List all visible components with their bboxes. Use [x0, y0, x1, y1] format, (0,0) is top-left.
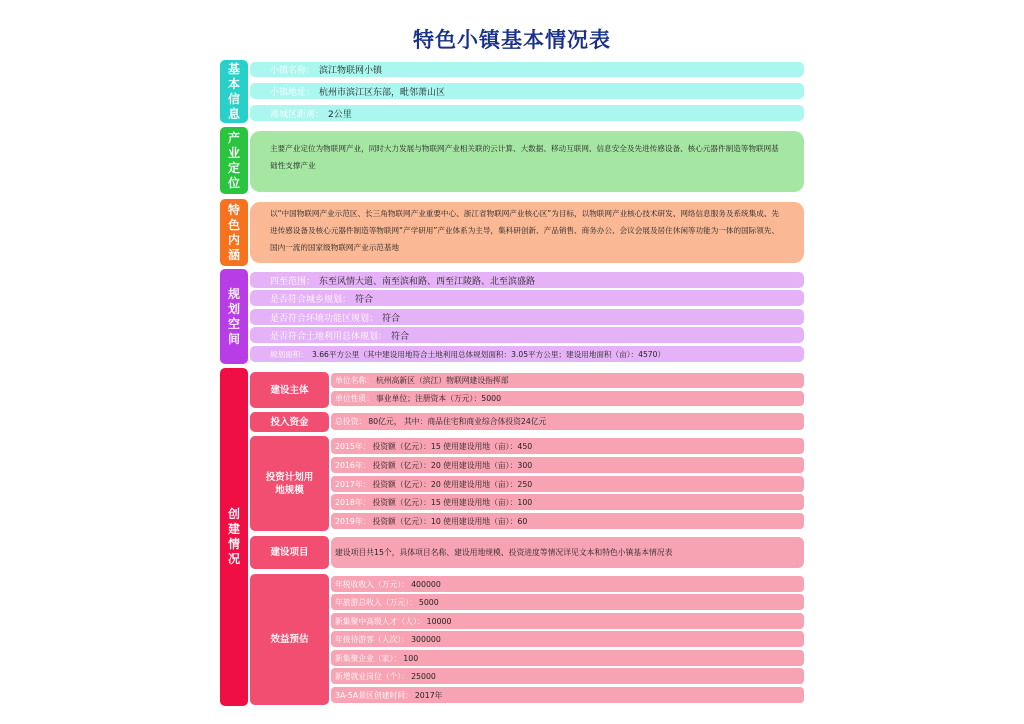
plan-row-2016 — [331, 457, 804, 473]
plan-row-2019-label: 2019年： — [335, 516, 371, 526]
plan-row-2016-label: 2016年： — [335, 460, 371, 470]
basic-row-address-label: 小镇地址： — [270, 87, 316, 98]
sub-projects — [250, 536, 329, 569]
plan-row-2015-value: 投资额（亿元）：15 使用建设用地（亩）：450 — [372, 441, 533, 451]
benefit-row-tax-value: 400000 — [411, 579, 441, 589]
planning-row-boundary-label: 四至范围： — [270, 276, 316, 287]
tab-planning-label: 规划空间 — [227, 286, 240, 346]
page-title: 特色小镇基本情况表 — [413, 28, 611, 52]
tab-planning — [220, 269, 248, 364]
tab-creation — [220, 368, 248, 706]
benefit-row-scenic-value: 2017年 — [414, 690, 443, 700]
benefit-row-tourism-label: 年旅游总收入（万元）： — [335, 597, 417, 607]
planning-row-boundary-value: 东至风情大道、南至滨和路、西至江陵路、北至滨盛路 — [319, 276, 536, 287]
sub-benefit-label: 效益预估 — [270, 634, 309, 645]
tab-industry-position — [220, 127, 248, 194]
benefit-row-talent-value: 10000 — [426, 616, 452, 626]
benefit-row-tax — [331, 576, 804, 592]
plan-row-2016-value: 投资额（亿元）：20 使用建设用地（亩）：300 — [372, 460, 533, 470]
projects-text-value: 建设项目共15个，具体项目名称、建设用地规模、投资进度等情况详见文本和特色小镇基本情况表 — [335, 548, 673, 557]
feature-text: 以“中国物联网产业示范区、长三角物联网产业重要中心、浙江省物联网产业核心区”为目标，以物联网产业核心技术研发、网络信息服务及系统集成、先进传感设备及核心元器件制造等物联网“产学研用”产业体系为主导，集科研创新、产品销售、商务办公、会议会展及居住休闲等功能为一体的国际领先、国内一流的国家级物联网产业示范基地 — [250, 202, 804, 263]
planning-row-env-label: 是否符合环境功能区规划： — [270, 313, 379, 324]
investment-row-total-label: 总投资： — [335, 417, 367, 426]
plan-row-2015-label: 2015年： — [335, 441, 371, 451]
builder-row-nature — [331, 391, 804, 406]
builder-row-unit-value: 杭州高新区（滨江）物联网建设指挥部 — [375, 376, 509, 385]
basic-row-address — [250, 83, 804, 99]
basic-row-name-value: 滨江物联网小镇 — [319, 66, 383, 76]
benefit-row-tourism-value: 5000 — [418, 597, 439, 607]
planning-row-land — [250, 327, 804, 343]
benefit-row-jobs-value: 25000 — [411, 671, 436, 681]
industry-text: 主要产业定位为物联网产业，同时大力发展与物联网产业相关联的云计算、大数据、移动互联网、信息安全及先进传感设备、核心元器件制造等物联网基础性支撑产业 — [250, 131, 804, 192]
plan-row-2015 — [331, 438, 804, 454]
sub-builder-label: 建设主体 — [270, 384, 309, 396]
basic-row-distance-label: 离城区距离： — [270, 109, 325, 120]
benefit-row-jobs — [331, 668, 804, 684]
tab-creation-label: 创建情况 — [227, 507, 240, 566]
planning-row-area-value: 3.66平方公里（其中建设用地符合土地利用总体规划面积：3.05平方公里；建设用地面积（亩）：4570） — [311, 349, 666, 359]
plan-row-2018-label: 2018年： — [335, 497, 371, 507]
projects-text — [331, 537, 804, 568]
planning-row-land-value: 符合 — [391, 331, 410, 342]
investment-row-total — [331, 413, 804, 430]
benefit-row-tourism — [331, 594, 804, 610]
builder-row-nature-value: 事业单位；注册资本（万元）：5000 — [375, 394, 502, 403]
sub-investment-label: 投入资金 — [270, 416, 309, 428]
tab-industry-position-label: 产业定位 — [227, 130, 240, 190]
benefit-row-scenic-label: 3A-5A景区创建时间： — [335, 690, 413, 700]
planning-row-boundary — [250, 272, 804, 288]
planning-row-area — [250, 346, 804, 362]
planning-row-env — [250, 309, 804, 325]
benefit-row-enterprises — [331, 650, 804, 666]
plan-row-2017-value: 投资额（亿元）：20 使用建设用地（亩）：250 — [372, 479, 533, 489]
plan-row-2018-value: 投资额（亿元）：15 使用建设用地（亩）：100 — [372, 497, 533, 507]
plan-row-2017-label: 2017年： — [335, 479, 371, 489]
plan-row-2018 — [331, 494, 804, 510]
basic-row-distance — [250, 105, 804, 121]
investment-row-total-value: 80亿元， 其中：商品住宅和商业综合体投资24亿元 — [368, 417, 547, 426]
basic-row-address-value: 杭州市滨江区东部，毗邻萧山区 — [319, 87, 446, 98]
plan-row-2019-value: 投资额（亿元）：10 使用建设用地（亩）：60 — [372, 516, 528, 526]
tab-basic-info — [220, 60, 248, 123]
plan-row-2019 — [331, 513, 804, 529]
benefit-row-visitors — [331, 631, 804, 647]
benefit-row-talent — [331, 613, 804, 629]
sub-builder — [250, 372, 329, 408]
plan-row-2017 — [331, 476, 804, 492]
planning-row-land-label: 是否符合土地利用总体规划： — [270, 331, 388, 342]
benefit-row-enterprises-label: 新集聚企业（家）： — [335, 653, 402, 663]
builder-row-unit — [331, 373, 804, 388]
planning-row-urban — [250, 290, 804, 306]
sub-plan — [250, 436, 329, 531]
benefit-row-scenic — [331, 687, 804, 703]
benefit-row-tax-label: 年税收收入（万元）： — [335, 579, 410, 589]
basic-row-distance-value: 2公里 — [328, 109, 352, 120]
benefit-row-enterprises-value: 100 — [403, 653, 419, 663]
sub-benefit — [250, 574, 329, 705]
planning-row-urban-value: 符合 — [355, 294, 374, 305]
tab-feature-label: 特色内涵 — [227, 202, 240, 262]
planning-row-urban-label: 是否符合城乡规划： — [270, 294, 352, 305]
basic-row-name-label: 小镇名称： — [270, 66, 316, 76]
builder-row-nature-label: 单位性质： — [335, 394, 374, 403]
tab-feature — [220, 199, 248, 266]
benefit-row-visitors-value: 300000 — [411, 634, 441, 644]
sub-investment — [250, 412, 329, 432]
builder-row-unit-label: 单位名称： — [335, 376, 374, 385]
benefit-row-jobs-label: 新增就业岗位（个）： — [335, 671, 410, 681]
benefit-row-visitors-label: 年接待游客（人次）： — [335, 634, 410, 644]
benefit-row-talent-label: 新集聚中高级人才（人）： — [335, 616, 425, 626]
tab-basic-info-label: 基本信息 — [227, 61, 240, 121]
sub-plan-label: 投资计划用地规模 — [265, 471, 314, 496]
planning-row-env-value: 符合 — [382, 313, 401, 324]
basic-row-name — [250, 62, 804, 77]
sub-projects-label: 建设项目 — [270, 547, 309, 558]
planning-row-area-label: 规划面积： — [270, 349, 308, 359]
